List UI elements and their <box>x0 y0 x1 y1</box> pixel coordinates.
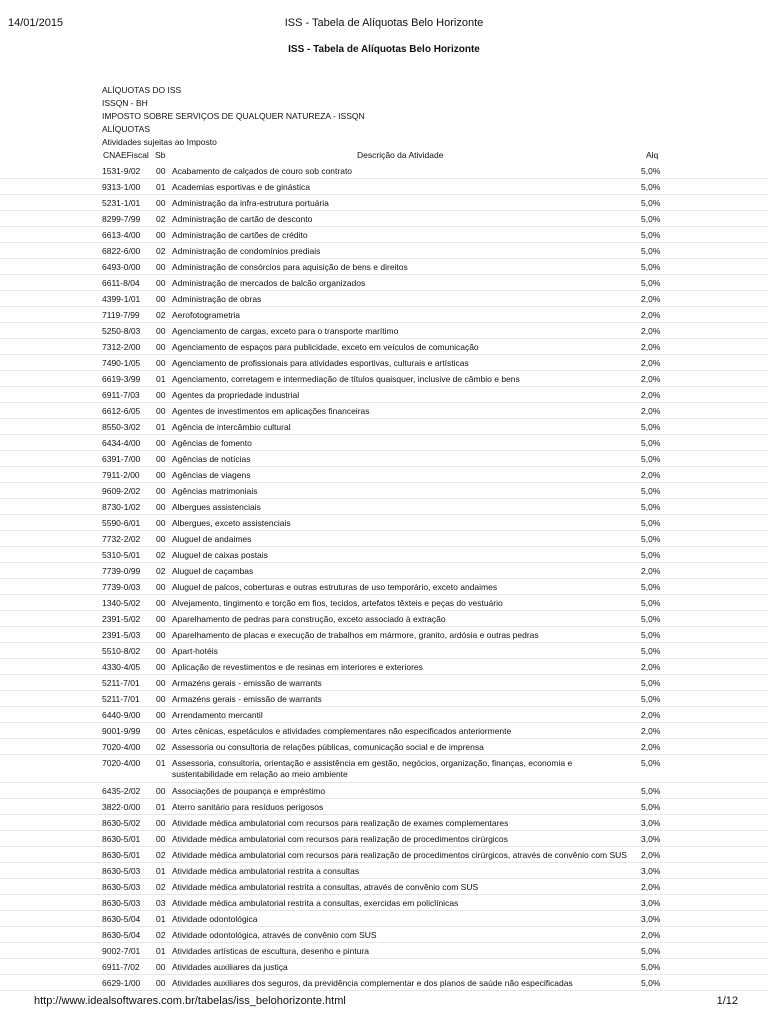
table-row <box>0 675 768 691</box>
cell-code: 6629-1/00 <box>102 978 141 988</box>
table-row <box>0 243 768 259</box>
footer-url-link[interactable]: http://www.idealsoftwares.com.br/tabelas/iss_belohorizonte.html <box>34 995 346 1007</box>
cell-code: 8630-5/03 <box>102 866 141 876</box>
cell-sb: 02 <box>156 882 166 892</box>
cell-description: Agenciamento de profissionais para atividades esportivas, culturais e artísticas <box>172 358 469 368</box>
table-row <box>0 755 768 783</box>
cell-sb: 02 <box>156 742 166 752</box>
cell-sb: 00 <box>156 406 166 416</box>
intro-line: ALÍQUOTAS DO ISS <box>102 85 182 95</box>
cell-sb: 01 <box>156 866 166 876</box>
cell-code: 7119-7/99 <box>102 310 140 320</box>
cell-sb: 00 <box>156 786 166 796</box>
cell-sb: 00 <box>156 486 166 496</box>
cell-code: 8630-5/03 <box>102 882 141 892</box>
cell-description: Agências matrimoniais <box>172 486 258 496</box>
cell-rate: 5,0% <box>641 758 661 768</box>
cell-code: 6435-2/02 <box>102 786 141 796</box>
table-row <box>0 895 768 911</box>
cell-rate: 5,0% <box>641 802 661 812</box>
cell-description: Aparelhamento de placas e execução de trabalhos em mármore, granito, ardósia e outras pedras <box>172 630 539 640</box>
table-header <box>0 150 768 162</box>
cell-rate: 5,0% <box>641 678 661 688</box>
cell-description: Atividade odontológica, através de convênio com SUS <box>172 930 377 940</box>
table-row <box>0 371 768 387</box>
cell-code: 6613-4/00 <box>102 230 141 240</box>
cell-description: Agentes de investimentos em aplicações financeiras <box>172 406 370 416</box>
cell-rate: 5,0% <box>641 246 661 256</box>
cell-rate: 2,0% <box>641 882 661 892</box>
cell-rate: 5,0% <box>641 182 661 192</box>
cell-rate: 2,0% <box>641 358 661 368</box>
table-row <box>0 179 768 195</box>
cell-description: Administração de condomínios prediais <box>172 246 321 256</box>
cell-code: 5250-8/03 <box>102 326 141 336</box>
cell-description: Associações de poupança e empréstimo <box>172 786 326 796</box>
cell-code: 7739-0/03 <box>102 582 141 592</box>
cell-description: Atividade médica ambulatorial restrita a consultas <box>172 866 360 876</box>
cell-code: 7020-4/00 <box>102 758 141 768</box>
cell-description: Atividade odontológica <box>172 914 258 924</box>
cell-code: 8630-5/03 <box>102 898 141 908</box>
table-row <box>0 275 768 291</box>
cell-rate: 2,0% <box>641 470 661 480</box>
cell-description: Administração de mercados de balcão organizados <box>172 278 366 288</box>
cell-rate: 2,0% <box>641 726 661 736</box>
table-row <box>0 723 768 739</box>
cell-sb: 00 <box>156 166 166 176</box>
table-row <box>0 879 768 895</box>
intro-block <box>102 84 365 149</box>
cell-sb: 00 <box>156 678 166 688</box>
table-row <box>0 611 768 627</box>
table-row <box>0 483 768 499</box>
table-body <box>0 163 768 991</box>
cell-rate: 5,0% <box>641 502 661 512</box>
cell-rate: 5,0% <box>641 694 661 704</box>
table-row <box>0 339 768 355</box>
cell-code: 8630-5/04 <box>102 914 141 924</box>
table-row <box>0 531 768 547</box>
cell-sb: 01 <box>156 422 166 432</box>
cell-sb: 00 <box>156 470 166 480</box>
table-row <box>0 707 768 723</box>
cell-description: Atividade médica ambulatorial com recursos para realização de procedimentos cirúrgicos, através de convênio com SUS <box>172 850 627 860</box>
cell-rate: 2,0% <box>641 342 661 352</box>
cell-rate: 5,0% <box>641 786 661 796</box>
cell-rate: 5,0% <box>641 486 661 496</box>
cell-description: Aparelhamento de pedras para construção, exceto associado à extração <box>172 614 446 624</box>
cell-sb: 00 <box>156 614 166 624</box>
table-row <box>0 783 768 799</box>
cell-code: 1531-9/02 <box>102 166 141 176</box>
table-row <box>0 291 768 307</box>
cell-code: 8730-1/02 <box>102 502 141 512</box>
cell-sb: 00 <box>156 454 166 464</box>
table-row <box>0 847 768 863</box>
cell-sb: 00 <box>156 582 166 592</box>
column-header-rate: Alq <box>646 150 659 160</box>
cell-sb: 00 <box>156 502 166 512</box>
cell-sb: 02 <box>156 930 166 940</box>
cell-rate: 2,0% <box>641 310 661 320</box>
cell-description: Administração da infra-estrutura portuária <box>172 198 329 208</box>
cell-sb: 00 <box>156 326 166 336</box>
cell-sb: 00 <box>156 818 166 828</box>
cell-code: 6619-3/99 <box>102 374 141 384</box>
cell-rate: 2,0% <box>641 710 661 720</box>
cell-sb: 02 <box>156 214 166 224</box>
cell-code: 3822-0/00 <box>102 802 141 812</box>
cell-sb: 00 <box>156 598 166 608</box>
table-row <box>0 467 768 483</box>
cell-sb: 00 <box>156 278 166 288</box>
cell-description: Albergues, exceto assistenciais <box>172 518 291 528</box>
cell-description: Atividades auxiliares dos seguros, da previdência complementar e dos planos de saúde não especificadas <box>172 978 573 988</box>
cell-description: Assessoria, consultoria, orientação e assistência em gestão, negócios, organização, finanças, economia e sustentabilidade em relação ao meio ambiente <box>172 758 573 779</box>
cell-code: 6822-6/00 <box>102 246 141 256</box>
cell-sb: 00 <box>156 710 166 720</box>
column-header-sb: Sb <box>155 150 166 160</box>
cell-rate: 5,0% <box>641 166 661 176</box>
cell-sb: 00 <box>156 518 166 528</box>
cell-description: Acabamento de calçados de couro sob contrato <box>172 166 353 176</box>
table-row <box>0 419 768 435</box>
cell-rate: 5,0% <box>641 278 661 288</box>
cell-description: Aluguel de andaimes <box>172 534 252 544</box>
cell-code: 7732-2/02 <box>102 534 141 544</box>
cell-code: 6612-6/05 <box>102 406 141 416</box>
page-number: 1/12 <box>716 995 738 1007</box>
cell-code: 6440-9/00 <box>102 710 141 720</box>
intro-line: Atividades sujeitas ao Imposto <box>102 137 217 147</box>
table-row <box>0 959 768 975</box>
cell-rate: 3,0% <box>641 898 661 908</box>
cell-description: Aluguel de caçambas <box>172 566 254 576</box>
cell-rate: 5,0% <box>641 262 661 272</box>
cell-rate: 5,0% <box>641 646 661 656</box>
cell-description: Administração de consórcios para aquisição de bens e direitos <box>172 262 408 272</box>
cell-code: 9313-1/00 <box>102 182 141 192</box>
cell-description: Apart-hotéis <box>172 646 218 656</box>
cell-rate: 5,0% <box>641 582 661 592</box>
cell-description: Atividade médica ambulatorial restrita a consultas, exercidas em policlínicas <box>172 898 459 908</box>
cell-sb: 00 <box>156 534 166 544</box>
cell-rate: 5,0% <box>641 518 661 528</box>
cell-description: Agentes da propriedade industrial <box>172 390 300 400</box>
cell-code: 8630-5/04 <box>102 930 141 940</box>
cell-rate: 2,0% <box>641 406 661 416</box>
table-row <box>0 403 768 419</box>
cell-code: 1340-5/02 <box>102 598 141 608</box>
column-header-description: Descrição da Atividade <box>357 150 444 160</box>
cell-rate: 3,0% <box>641 866 661 876</box>
cell-description: Agenciamento de cargas, exceto para o transporte marítimo <box>172 326 399 336</box>
cell-description: Aluguel de caixas postais <box>172 550 268 560</box>
cell-rate: 5,0% <box>641 978 661 988</box>
cell-sb: 00 <box>156 978 166 988</box>
cell-sb: 02 <box>156 550 166 560</box>
cell-sb: 01 <box>156 802 166 812</box>
cell-description: Aplicação de revestimentos e de resinas em interiores e exteriores <box>172 662 423 672</box>
cell-sb: 00 <box>156 726 166 736</box>
table-row <box>0 563 768 579</box>
table-row <box>0 579 768 595</box>
table-row <box>0 975 768 991</box>
cell-rate: 5,0% <box>641 630 661 640</box>
table-row <box>0 451 768 467</box>
cell-sb: 00 <box>156 262 166 272</box>
cell-code: 6911-7/02 <box>102 962 140 972</box>
cell-rate: 3,0% <box>641 818 661 828</box>
cell-rate: 5,0% <box>641 550 661 560</box>
cell-sb: 00 <box>156 198 166 208</box>
table-row <box>0 927 768 943</box>
cell-rate: 5,0% <box>641 230 661 240</box>
cell-sb: 00 <box>156 646 166 656</box>
cell-code: 4399-1/01 <box>102 294 141 304</box>
cell-code: 2391-5/03 <box>102 630 141 640</box>
cell-rate: 3,0% <box>641 834 661 844</box>
cell-sb: 01 <box>156 374 166 384</box>
cell-code: 5231-1/01 <box>102 198 141 208</box>
cell-description: Agências de notícias <box>172 454 251 464</box>
cell-sb: 00 <box>156 390 166 400</box>
cell-description: Agências de fomento <box>172 438 252 448</box>
cell-description: Aerofotogrametria <box>172 310 241 320</box>
cell-description: Atividade médica ambulatorial restrita a consultas, através de convênio com SUS <box>172 882 479 892</box>
cell-code: 6493-0/00 <box>102 262 141 272</box>
cell-code: 6911-7/03 <box>102 390 140 400</box>
cell-sb: 00 <box>156 694 166 704</box>
cell-code: 7020-4/00 <box>102 742 141 752</box>
cell-code: 5211-7/01 <box>102 694 140 704</box>
table-row <box>0 547 768 563</box>
cell-sb: 03 <box>156 898 166 908</box>
cell-sb: 00 <box>156 230 166 240</box>
cell-description: Administração de cartão de desconto <box>172 214 313 224</box>
cell-description: Arrendamento mercantil <box>172 710 263 720</box>
cell-sb: 02 <box>156 566 166 576</box>
cell-code: 5590-6/01 <box>102 518 141 528</box>
table-row <box>0 323 768 339</box>
table-row <box>0 227 768 243</box>
cell-code: 9609-2/02 <box>102 486 141 496</box>
cell-sb: 00 <box>156 438 166 448</box>
cell-sb: 00 <box>156 662 166 672</box>
intro-line: ISSQN - BH <box>102 98 148 108</box>
cell-code: 5510-8/02 <box>102 646 141 656</box>
table-row <box>0 739 768 755</box>
cell-rate: 2,0% <box>641 566 661 576</box>
table-row <box>0 799 768 815</box>
cell-code: 8299-7/99 <box>102 214 141 224</box>
cell-code: 5211-7/01 <box>102 678 140 688</box>
cell-code: 6391-7/00 <box>102 454 141 464</box>
cell-description: Armazéns gerais - emissão de warrants <box>172 678 322 688</box>
table-row <box>0 691 768 707</box>
print-header-title: ISS - Tabela de Alíquotas Belo Horizonte <box>284 17 484 29</box>
print-date: 14/01/2015 <box>8 17 64 29</box>
cell-rate: 2,0% <box>641 390 661 400</box>
cell-rate: 5,0% <box>641 614 661 624</box>
table-row <box>0 211 768 227</box>
cell-rate: 2,0% <box>641 326 661 336</box>
cell-sb: 00 <box>156 358 166 368</box>
cell-sb: 02 <box>156 310 166 320</box>
cell-code: 7490-1/05 <box>102 358 141 368</box>
table-row <box>0 595 768 611</box>
cell-rate: 5,0% <box>641 214 661 224</box>
table-row <box>0 499 768 515</box>
cell-code: 7312-2/00 <box>102 342 141 352</box>
table-row <box>0 435 768 451</box>
cell-rate: 2,0% <box>641 850 661 860</box>
cell-rate: 2,0% <box>641 374 661 384</box>
cell-description: Atividades artísticas de escultura, desenho e pintura <box>172 946 370 956</box>
cell-description: Academias esportivas e de ginástica <box>172 182 310 192</box>
cell-description: Armazéns gerais - emissão de warrants <box>172 694 322 704</box>
intro-line: IMPOSTO SOBRE SERVIÇOS DE QUALQUER NATUREZA - ISSQN <box>102 111 365 121</box>
cell-description: Atividades auxiliares da justiça <box>172 962 288 972</box>
cell-description: Agência de intercâmbio cultural <box>172 422 291 432</box>
cell-rate: 5,0% <box>641 454 661 464</box>
cell-rate: 5,0% <box>641 438 661 448</box>
cell-sb: 01 <box>156 182 166 192</box>
cell-code: 9002-7/01 <box>102 946 141 956</box>
table-row <box>0 815 768 831</box>
cell-sb: 00 <box>156 294 166 304</box>
cell-description: Atividade médica ambulatorial com recursos para realização de exames complementares <box>172 818 509 828</box>
cell-sb: 00 <box>156 834 166 844</box>
cell-description: Agências de viagens <box>172 470 251 480</box>
table-row <box>0 307 768 323</box>
document-title: ISS - Tabela de Alíquotas Belo Horizonte <box>288 44 480 55</box>
cell-description: Albergues assistenciais <box>172 502 261 512</box>
cell-rate: 2,0% <box>641 930 661 940</box>
table-row <box>0 515 768 531</box>
table-row <box>0 911 768 927</box>
table-row <box>0 643 768 659</box>
cell-code: 4330-4/05 <box>102 662 141 672</box>
table-row <box>0 163 768 179</box>
cell-description: Aluguel de palcos, coberturas e outras estruturas de uso temporário, exceto andaimes <box>172 582 498 592</box>
cell-description: Administração de cartões de crédito <box>172 230 308 240</box>
cell-code: 8630-5/01 <box>102 850 141 860</box>
cell-code: 2391-5/02 <box>102 614 141 624</box>
cell-description: Administração de obras <box>172 294 262 304</box>
cell-description: Atividade médica ambulatorial com recursos para realização de procedimentos cirúrgicos <box>172 834 508 844</box>
table-row <box>0 863 768 879</box>
cell-description: Artes cênicas, espetáculos e atividades complementares não especificados anteriormente <box>172 726 512 736</box>
cell-sb: 00 <box>156 342 166 352</box>
table-row <box>0 659 768 675</box>
cell-rate: 5,0% <box>641 598 661 608</box>
table-row <box>0 195 768 211</box>
cell-description: Agenciamento de espaços para publicidade, exceto em veículos de comunicação <box>172 342 479 352</box>
cell-code: 7739-0/99 <box>102 566 141 576</box>
intro-line: ALÍQUOTAS <box>102 124 151 134</box>
cell-rate: 5,0% <box>641 962 661 972</box>
cell-code: 7911-2/00 <box>102 470 140 480</box>
cell-rate: 5,0% <box>641 946 661 956</box>
column-header-code: CNAEFiscal <box>103 150 149 160</box>
table-row <box>0 943 768 959</box>
cell-code: 9001-9/99 <box>102 726 141 736</box>
cell-rate: 5,0% <box>641 422 661 432</box>
cell-description: Alvejamento, tingimento e torção em fios, tecidos, artefatos têxteis e peças do vestuário <box>172 598 503 608</box>
cell-code: 8630-5/02 <box>102 818 141 828</box>
cell-sb: 01 <box>156 946 166 956</box>
cell-description: Aterro sanitário para resíduos perigosos <box>172 802 324 812</box>
cell-code: 5310-5/01 <box>102 550 141 560</box>
table-row <box>0 355 768 371</box>
table-row <box>0 627 768 643</box>
cell-sb: 00 <box>156 630 166 640</box>
table-row <box>0 831 768 847</box>
cell-rate: 2,0% <box>641 742 661 752</box>
cell-sb: 02 <box>156 246 166 256</box>
table-row <box>0 387 768 403</box>
cell-description: Assessoria ou consultoria de relações públicas, comunicação social e de imprensa <box>172 742 484 752</box>
cell-sb: 01 <box>156 914 166 924</box>
cell-rate: 2,0% <box>641 294 661 304</box>
cell-description: Agenciamento, corretagem e intermediação de títulos quaisquer, inclusive de câmbio e bens <box>172 374 520 384</box>
cell-rate: 3,0% <box>641 914 661 924</box>
cell-sb: 00 <box>156 962 166 972</box>
cell-rate: 5,0% <box>641 534 661 544</box>
cell-code: 6434-4/00 <box>102 438 141 448</box>
cell-rate: 5,0% <box>641 198 661 208</box>
cell-sb: 01 <box>156 758 166 768</box>
cell-rate: 2,0% <box>641 662 661 672</box>
cell-code: 6611-8/04 <box>102 278 140 288</box>
cell-code: 8550-3/02 <box>102 422 141 432</box>
table-row <box>0 259 768 275</box>
cell-sb: 02 <box>156 850 166 860</box>
cell-code: 8630-5/01 <box>102 834 141 844</box>
